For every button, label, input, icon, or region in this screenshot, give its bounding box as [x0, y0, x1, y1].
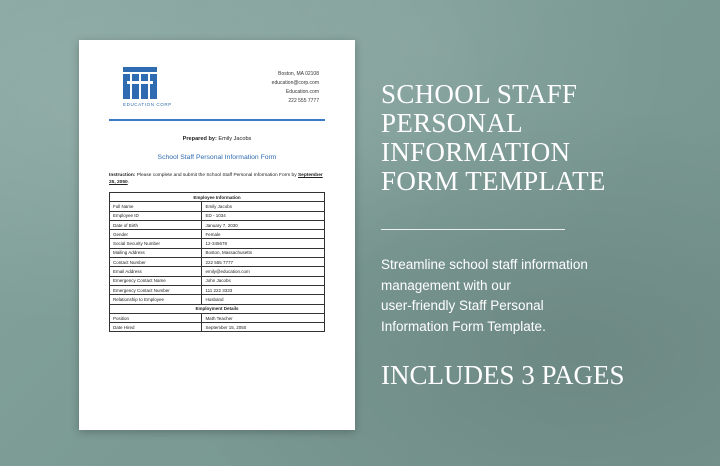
table-cell-value: 222 555 7777 [202, 258, 325, 267]
prepared-by [109, 136, 325, 142]
description-line: management with our [381, 277, 511, 293]
table-cell-label: Date Hired [110, 323, 202, 332]
table-row [110, 295, 325, 304]
description-line: Streamline school staff information [381, 257, 588, 272]
contact-email: education@corp.com [271, 80, 319, 86]
table-cell-value: Husband [202, 295, 325, 304]
headline-line: SCHOOL STAFF [381, 79, 578, 109]
table-row [110, 220, 325, 229]
contact-address: Boston, MA 02108 [278, 71, 319, 77]
instruction-text: Instruction: Please complete and submit the School Staff Personal Information Form by September 25, 2050. [109, 173, 323, 185]
headline-line: INFORMATION [381, 137, 571, 167]
table-cell-label: Date of Birth [110, 220, 202, 229]
contact-website: Education.com [285, 89, 319, 95]
table-cell-label: Relationship to Employee [110, 295, 202, 304]
table-row [110, 313, 325, 322]
prepared-label: Prepared by: [182, 136, 217, 142]
table-cell-value: Boston, Massachusetts [202, 248, 325, 257]
table-cell-value: ED - 1034 [202, 211, 325, 220]
table-row [110, 323, 325, 332]
instruction-date: September 25, 2050 [109, 173, 323, 185]
table-cell-label: Social Security Number [110, 239, 202, 248]
table-cell-label: Mailing Address [110, 248, 202, 257]
info-table [109, 192, 325, 332]
table-cell-value: September 15, 2050 [202, 323, 325, 332]
table-section-title: Employment Details [110, 304, 325, 313]
table-cell-label: Position [110, 313, 202, 322]
instruction-label: Instruction: [109, 173, 136, 178]
document-page [79, 40, 355, 430]
table-section-title: Employee Information [110, 193, 325, 202]
building-icon [123, 67, 157, 99]
pages-count: INCLUDES 3 PAGES [381, 360, 625, 390]
table-section-row [110, 193, 325, 202]
company-logo [123, 67, 172, 107]
table-cell-label: Contact Number [110, 258, 202, 267]
table-cell-value: John Jacobs [202, 276, 325, 285]
table-cell-label: Emergency Contact Name [110, 276, 202, 285]
description [381, 255, 671, 337]
table-cell-label: Email Address [110, 267, 202, 276]
table-cell-label: Employee ID [110, 211, 202, 220]
table-cell-label: Emergency Contact Number [110, 285, 202, 294]
prepared-name: Emily Jacobs [218, 136, 252, 142]
table-row [110, 258, 325, 267]
table-row [110, 285, 325, 294]
company-name: EDUCATION CORP [123, 102, 172, 107]
header-divider [109, 119, 325, 121]
table-row [110, 230, 325, 239]
table-row [110, 267, 325, 276]
table-cell-label: Gender [110, 230, 202, 239]
table-row [110, 202, 325, 211]
instruction-body: Please complete and submit the School Staff Personal Information Form by [136, 173, 297, 178]
contact-block [272, 70, 319, 106]
table-cell-value: emily@education.com [202, 267, 325, 276]
table-cell-label: Full Name [110, 202, 202, 211]
headline [381, 80, 606, 196]
form-title: School Staff Personal Information Form [157, 154, 277, 161]
description-line: Information Form Template. [381, 318, 546, 334]
table-cell-value: January 7, 2030 [202, 220, 325, 229]
table-section-row [110, 304, 325, 313]
headline-line: PERSONAL [381, 108, 523, 138]
table-row [110, 211, 325, 220]
table-row [110, 239, 325, 248]
document-header [109, 64, 325, 114]
table-row [110, 248, 325, 257]
table-cell-value: 12-345678 [202, 239, 325, 248]
contact-phone: 222 555 7777 [288, 98, 319, 104]
description-line: user-friendly Staff Personal [381, 298, 544, 313]
headline-divider [381, 229, 565, 230]
table-cell-value: Math Teacher [202, 313, 325, 322]
table-cell-value: 111 222 3333 [202, 285, 325, 294]
table-cell-value: Female [202, 230, 325, 239]
table-row [110, 276, 325, 285]
headline-line: FORM TEMPLATE [381, 166, 606, 196]
table-cell-value: Emily Jacobs [202, 202, 325, 211]
